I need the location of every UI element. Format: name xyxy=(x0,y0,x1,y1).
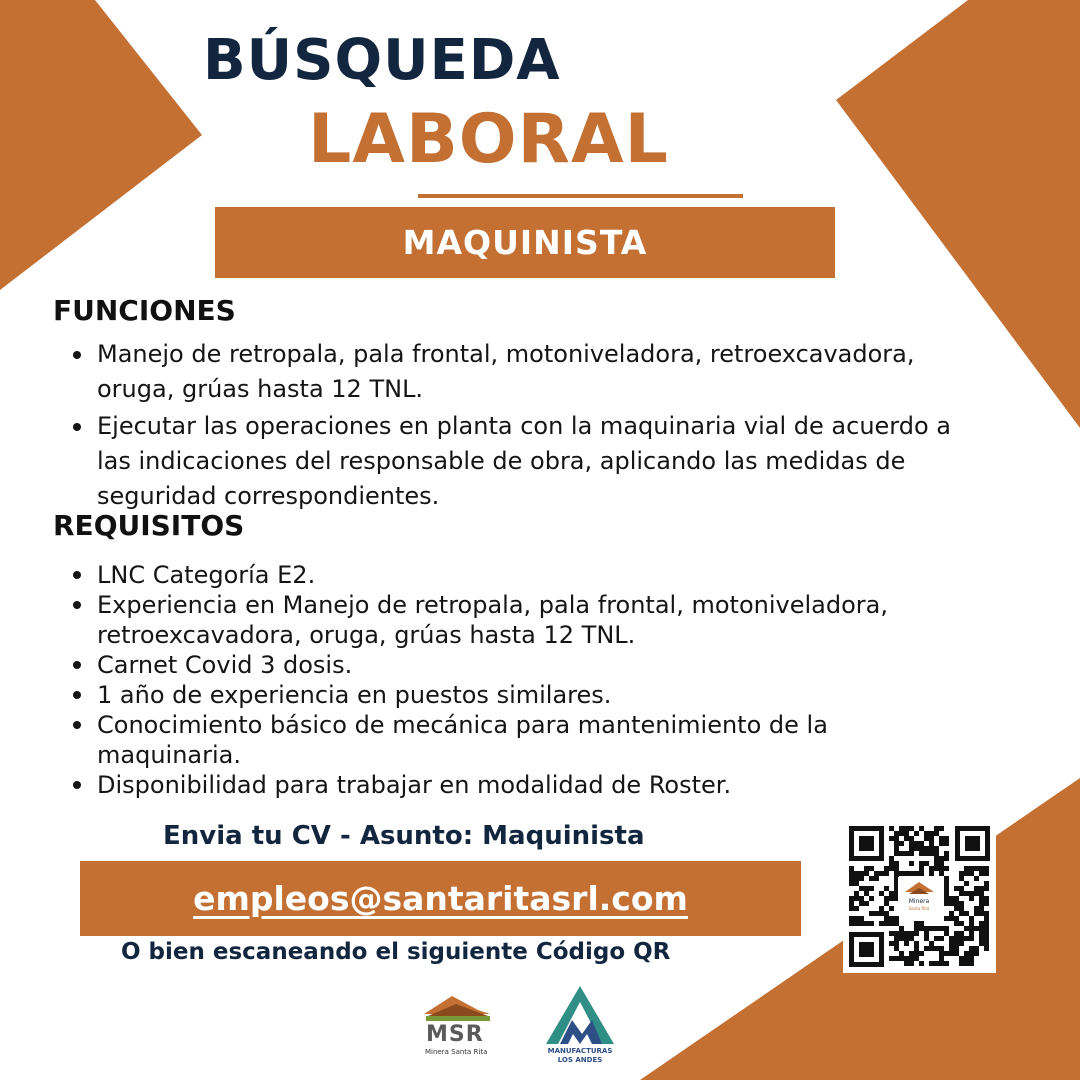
send-cv-text: Envia tu CV - Asunto: Maquinista xyxy=(163,821,645,851)
list-item: Experiencia en Manejo de retropala, pala frontal, motoniveladora, retroexcavadora, oruga, grúas hasta 12 TNL. xyxy=(53,590,953,650)
andes-line-1: MANUFACTURAS xyxy=(547,1047,613,1055)
title-line-1: BÚSQUEDA xyxy=(203,28,561,93)
scan-qr-text: O bien escaneando el siguiente Código QR xyxy=(121,939,671,965)
list-item: Disponibilidad para trabajar en modalidad de Roster. xyxy=(53,770,953,800)
svg-text:Santa Rita: Santa Rita xyxy=(908,906,930,911)
list-item: 1 año de experiencia en puestos similares. xyxy=(53,680,953,710)
requisitos-heading: REQUISITOS xyxy=(53,509,245,542)
top-left-triangle xyxy=(0,0,202,290)
qr-code-image xyxy=(843,820,996,973)
list-item: Conocimiento básico de mecánica para mantenimiento de la maquinaria. xyxy=(53,710,953,770)
qr-code[interactable] xyxy=(843,820,996,973)
list-item: Ejecutar las operaciones en planta con la maquinaria vial de acuerdo a las indicaciones del responsable de obra, aplicando las medidas de seguridad correspondientes. xyxy=(53,409,953,514)
funciones-heading: FUNCIONES xyxy=(53,294,236,327)
position-banner xyxy=(215,207,835,278)
msr-letters: MSR xyxy=(426,1022,484,1047)
title-line-2: LABORAL xyxy=(308,100,669,179)
title-divider xyxy=(418,194,743,198)
email-link[interactable]: empleos@santaritasrl.com xyxy=(193,879,688,918)
andes-mountain-icon xyxy=(540,984,620,1046)
list-item: LNC Categoría E2. xyxy=(53,560,953,590)
list-item: Carnet Covid 3 dosis. xyxy=(53,650,953,680)
email-banner xyxy=(80,861,801,936)
list-item: Manejo de retropala, pala frontal, motoniveladora, retroexcavadora, oruga, grúas hasta 12 TNL. xyxy=(53,337,953,407)
andes-line-2: LOS ANDES xyxy=(557,1056,603,1064)
requisitos-list xyxy=(53,560,953,800)
msr-name: Minera Santa Rita xyxy=(425,1048,488,1056)
svg-text:Minera: Minera xyxy=(908,898,930,905)
manufacturas-los-andes-logo xyxy=(540,984,620,1070)
msr-logo xyxy=(418,992,498,1062)
position-title: MAQUINISTA xyxy=(402,223,648,262)
funciones-list xyxy=(53,337,953,516)
